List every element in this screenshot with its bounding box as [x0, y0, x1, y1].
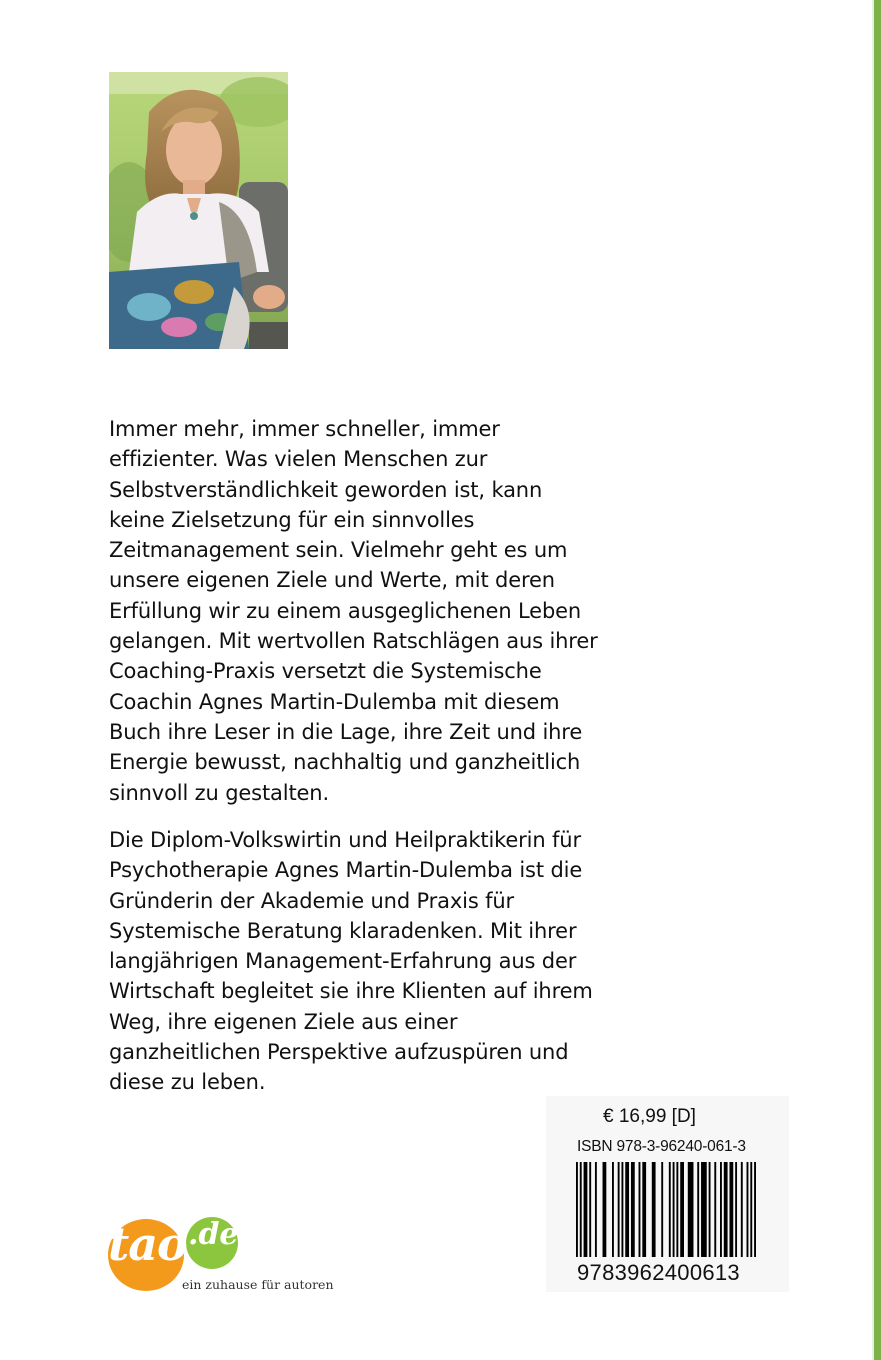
text-line: Coachin Agnes Martin-Dulemba mit diesem: [109, 689, 560, 714]
barcode-bar: [580, 1162, 582, 1257]
barcode-bar: [676, 1162, 678, 1257]
barcode-bar: [754, 1162, 756, 1257]
text-line: sinnvoll zu gestalten.: [109, 780, 329, 805]
barcode-bar: [642, 1162, 646, 1257]
text-line: Energie bewusst, nachhaltig und ganzheitlich: [109, 750, 581, 775]
text-line: Gründerin der Akademie und Praxis für: [109, 888, 515, 913]
barcode-bar: [618, 1162, 620, 1257]
text-line: ganzheitlichen Perspektive aufzuspüren und: [109, 1040, 569, 1065]
book-description: [109, 414, 669, 808]
barcode-bar: [661, 1162, 663, 1257]
text-line: Immer mehr, immer schneller, immer: [109, 417, 500, 441]
logo-text-main: tao: [108, 1217, 187, 1271]
barcode-bar: [709, 1162, 711, 1257]
author-bio: [109, 825, 669, 1098]
barcode-bar: [603, 1162, 607, 1257]
spine-edge: [874, 0, 881, 1360]
barcode-bar: [584, 1162, 588, 1257]
barcode-bar: [576, 1162, 578, 1257]
isbn-label: ISBN 978-3-96240-061-3: [577, 1138, 746, 1155]
text-line: diese zu leben.: [109, 1070, 266, 1095]
barcode-bar: [673, 1162, 675, 1257]
price-label: € 16,99 [D]: [603, 1106, 696, 1127]
barcode-bar: [688, 1162, 694, 1257]
barcode-bar: [724, 1162, 728, 1257]
text-line: Zeitmanagement sein. Vielmehr geht es um: [109, 538, 568, 563]
barcode-bar: [701, 1162, 707, 1257]
text-line: Wirtschaft begleitet sie ihre Klienten auf ihrem: [109, 979, 593, 1004]
text-line: unsere eigenen Ziele und Werte, mit deren: [109, 568, 555, 593]
logo-text-suffix: .de: [188, 1217, 239, 1252]
text-line: Coaching-Praxis versetzt die Systemische: [109, 659, 542, 684]
text-line: Selbstverständlichkeit geworden ist, kann: [109, 477, 543, 502]
barcode-bar: [680, 1162, 684, 1257]
barcode-bar: [750, 1162, 752, 1257]
barcode-bar: [612, 1162, 614, 1257]
barcode-bar: [621, 1162, 623, 1257]
publisher-logo: [108, 1215, 348, 1305]
barcode-bar: [652, 1162, 656, 1257]
text-line: Psychotherapie Agnes Martin-Dulemba ist die: [109, 858, 583, 883]
barcode-bar: [741, 1162, 743, 1257]
text-line: keine Zielsetzung für ein sinnvolles: [109, 507, 475, 532]
author-photo: [109, 72, 288, 349]
text-line: Weg, ihre eigenen Ziele aus einer: [109, 1009, 458, 1034]
barcode-bar: [589, 1162, 591, 1257]
text-line: gelangen. Mit wertvollen Ratschlägen aus ihrer: [109, 629, 598, 654]
ean-number: 9783962400613: [577, 1260, 740, 1285]
text-line: langjährigen Management-Erfahrung aus der: [109, 949, 577, 974]
text-line: effizienter. Was vielen Menschen zur: [109, 447, 488, 472]
barcode-bar: [697, 1162, 699, 1257]
barcode-bar: [747, 1162, 749, 1257]
barcode-bar: [625, 1162, 629, 1257]
barcode-bar: [729, 1162, 733, 1257]
barcode-bar: [669, 1162, 671, 1257]
barcode-bar: [639, 1162, 641, 1257]
text-line: Buch ihre Leser in die Lage, ihre Zeit und ihre: [109, 719, 583, 744]
barcode-bar: [714, 1162, 716, 1257]
barcode-bar: [720, 1162, 722, 1257]
logo-tagline: ein zuhause für autoren: [182, 1277, 334, 1292]
text-line: Die Diplom-Volkswirtin und Heilpraktikerin für: [109, 828, 581, 852]
text-line: Systemische Beratung klaradenken. Mit ihrer: [109, 918, 577, 943]
barcode-bar: [595, 1162, 597, 1257]
barcode-bar: [735, 1162, 737, 1257]
text-line: Erfüllung wir zu einem ausgeglichenen Leben: [109, 598, 582, 623]
barcode-bars: [576, 1162, 756, 1257]
barcode-bar: [631, 1162, 635, 1257]
